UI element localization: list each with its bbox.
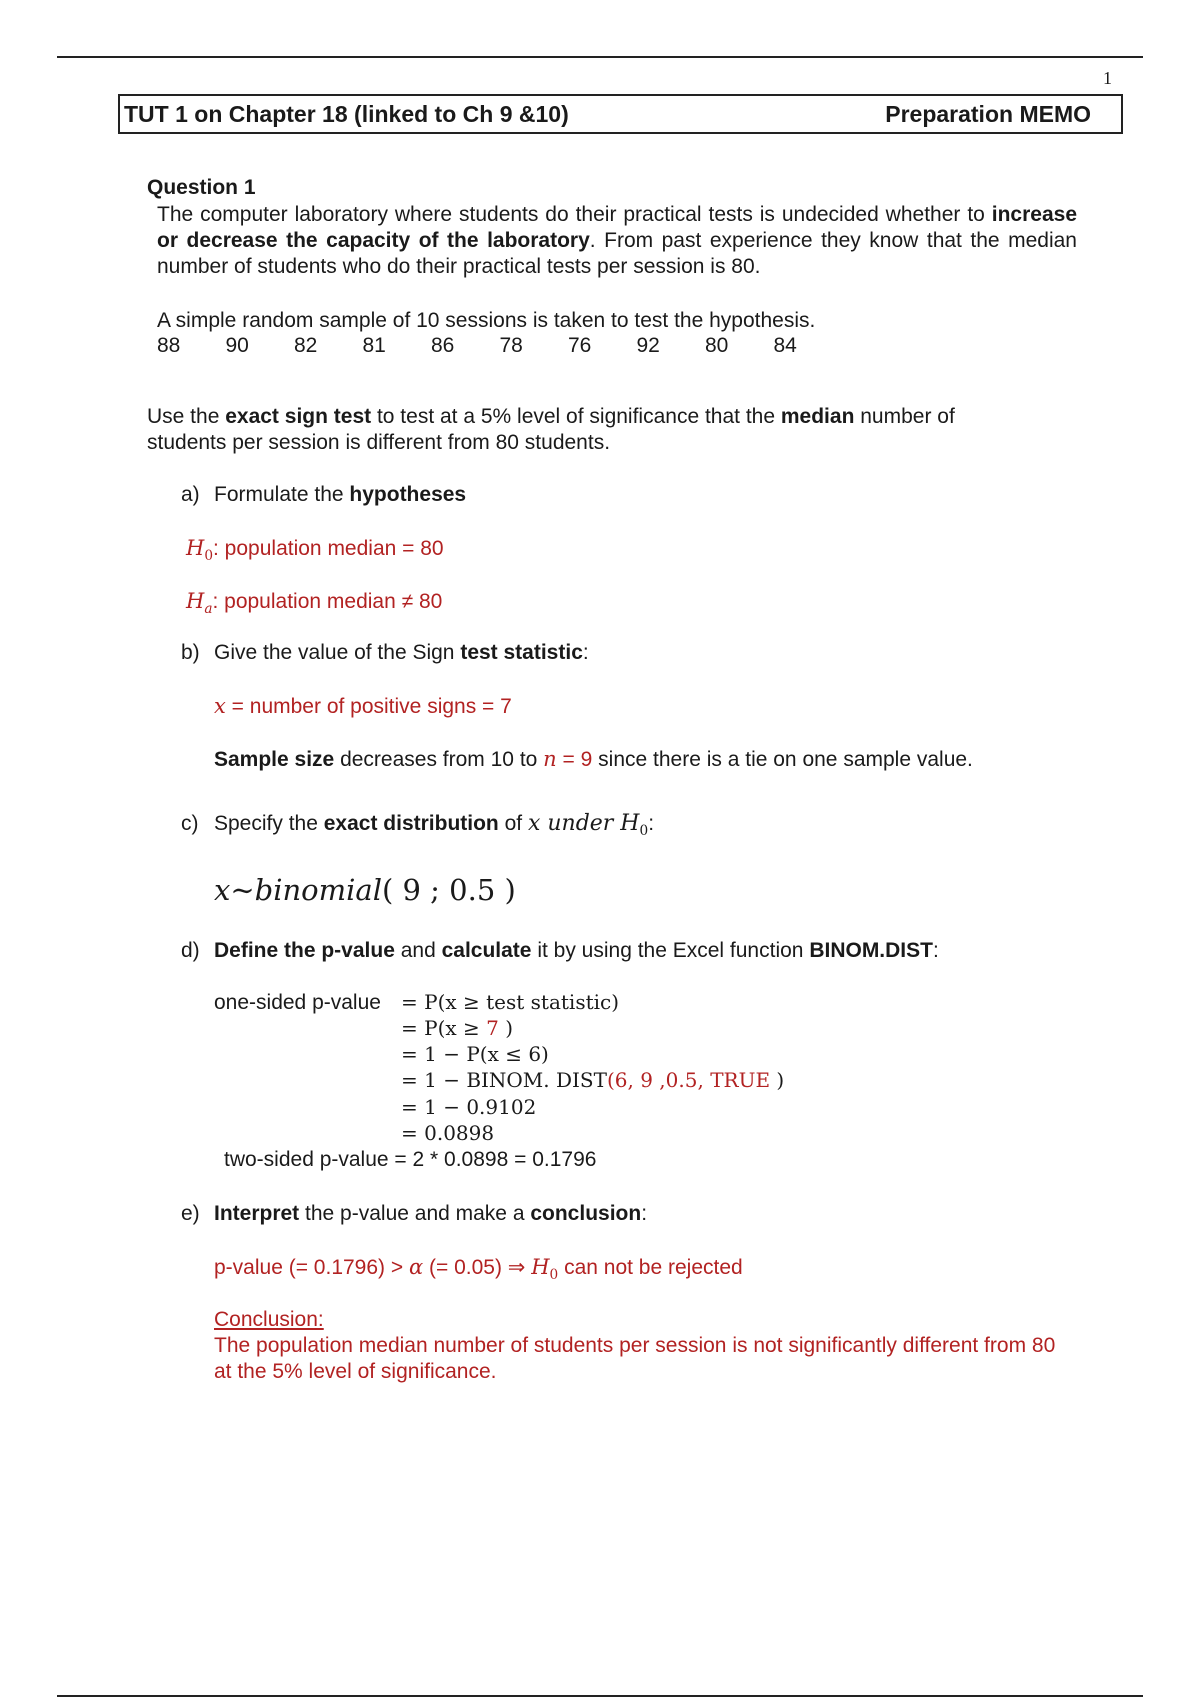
bottom-rule [57, 1695, 1143, 1697]
stat-text: = number of positive signs = 7 [225, 695, 512, 718]
part-e-text: the p-value and make a [299, 1202, 531, 1225]
sample-value: 88 [157, 334, 181, 357]
pvalue-line-3: = 1 − P(x ≤ 6) [401, 1042, 549, 1066]
distribution-params: ( 9 ; 0.5 ) [381, 873, 516, 907]
part-c-subscript: 0 [639, 823, 649, 840]
one-sided-label: one-sided p-value [214, 991, 381, 1014]
intro-bold: increase or decrease the capacity of the laboratory [157, 203, 1077, 252]
task-bold-median: median [780, 405, 855, 428]
header-memo-label: Preparation MEMO [885, 101, 1091, 127]
part-d-colon: : [932, 939, 939, 962]
conclusion-label: Conclusion: [214, 1308, 324, 1331]
header-box [118, 94, 1123, 134]
pvalue-line-5: = 1 − 0.9102 [401, 1095, 537, 1119]
sample-value: 86 [431, 334, 455, 357]
part-a-text: Formulate the [214, 483, 350, 506]
part-d-label: d) [181, 939, 200, 962]
test-statistic [214, 693, 512, 720]
binomdist-fn: = 1 − BINOM. DIST [401, 1068, 607, 1092]
part-d-bold-define: Define the p-value [214, 939, 395, 962]
h0-text: : population median = 80 [213, 537, 444, 560]
two-sided-pvalue: two-sided p-value = 2 * 0.0898 = 0.1796 [224, 1148, 597, 1171]
sample-values [157, 334, 842, 358]
conclusion-text: The population median number of students per session is not significantly different from 80 at the 5% level of significance. [214, 1334, 1056, 1383]
binomdist-close: ) [770, 1068, 785, 1092]
sample-size-text-2: since there is a tie on one sample value. [592, 748, 973, 771]
header-title: TUT 1 on Chapter 18 (linked to Ch 9 &10) [124, 101, 569, 127]
n-value: = 9 [556, 748, 593, 771]
n-symbol: n [543, 747, 557, 771]
part-d-prompt [214, 938, 939, 964]
decision-text: (= 0.05) ⇒ [423, 1256, 532, 1279]
pvalue-line-2-value: 7 [486, 1016, 499, 1040]
null-hypothesis [186, 535, 444, 569]
part-a-bold: hypotheses [349, 483, 467, 506]
pvalue-line-2: = P(x ≥ 7 ) [401, 1016, 514, 1040]
part-d-text: it by using the Excel function [531, 939, 810, 962]
sample-value: 81 [362, 334, 386, 357]
part-c-of: of [498, 812, 528, 835]
task-text: to test at a 5% level of significance that the [371, 405, 781, 428]
part-c-prompt [214, 811, 654, 844]
task-line-2: students per session is different from 80 students. [147, 431, 611, 454]
sample-value: 76 [568, 334, 592, 357]
h0-symbol: H [531, 1255, 550, 1279]
distribution-name: x∼binomial [214, 873, 382, 907]
sample-description: A simple random sample of 10 sessions is taken to test the hypothesis. [157, 309, 816, 332]
part-e-label: e) [181, 1202, 200, 1225]
part-a-label: a) [181, 483, 200, 506]
alpha-symbol: α [408, 1255, 424, 1279]
part-c-bold: exact distribution [323, 812, 499, 835]
part-d-text: and [394, 939, 442, 962]
h0-subscript: 0 [204, 548, 214, 565]
part-b-prompt [214, 640, 589, 666]
question-intro [157, 202, 1077, 280]
decision-text: p-value (= 0.1796) > [214, 1256, 409, 1279]
pvalue-line-4 [401, 1068, 784, 1092]
ha-subscript: a [204, 601, 213, 618]
intro-text-1: The computer laboratory where students do their practical tests is undecided whether to [157, 203, 992, 226]
task-line-1 [147, 404, 955, 430]
part-b-label: b) [181, 641, 200, 664]
part-c-text: Specify the [214, 812, 324, 835]
pvalue-line-1: = P(x ≥ test statistic) [401, 990, 620, 1014]
part-e-colon: : [641, 1202, 648, 1225]
question-title: Question 1 [147, 176, 256, 199]
part-a-prompt [214, 482, 466, 508]
page-number: 1 [1103, 68, 1112, 88]
top-rule [57, 56, 1143, 58]
alternative-hypothesis [186, 588, 442, 622]
part-e-prompt [214, 1201, 647, 1227]
part-b-text: Give the value of the Sign [214, 641, 461, 664]
ha-symbol: H [186, 589, 205, 613]
pvalue-line-6: = 0.0898 [401, 1121, 495, 1145]
sample-value: 84 [773, 334, 797, 357]
binomial-distribution [214, 873, 516, 907]
sample-value: 78 [499, 334, 523, 357]
decision-text: can not be rejected [558, 1256, 743, 1279]
sample-size-bold: Sample size [214, 748, 335, 771]
task-text: Use the [147, 405, 226, 428]
task-bold-exact-sign-test: exact sign test [225, 405, 372, 428]
ha-text: : population median ≠ 80 [212, 590, 443, 613]
sample-value: 80 [705, 334, 729, 357]
h0-subscript: 0 [549, 1267, 559, 1284]
task-text: number of [854, 405, 955, 428]
part-d-bold-binomdist: BINOM.DIST [809, 939, 933, 962]
sample-value: 90 [225, 334, 249, 357]
part-b-colon: : [582, 641, 589, 664]
intro-text-2: . From past experience they know that the median number of students who do their practical tests per session is 80. [157, 229, 1077, 278]
binomdist-args: (6, 9 ,0.5, TRUE [606, 1068, 771, 1092]
stat-symbol: x [214, 694, 226, 718]
part-d-bold-calculate: calculate [441, 939, 532, 962]
part-c-colon: : [648, 812, 655, 835]
part-c-label: c) [181, 812, 199, 835]
part-e-bold-conclusion: conclusion [530, 1202, 642, 1225]
sample-value: 82 [294, 334, 318, 357]
sample-size-text: decreases from 10 to [334, 748, 544, 771]
sample-size-note [214, 746, 973, 773]
part-b-bold: test statistic [460, 641, 583, 664]
part-c-math: x under H [527, 811, 640, 836]
sample-value: 92 [636, 334, 660, 357]
part-e-bold-interpret: Interpret [214, 1202, 300, 1225]
h0-symbol: H [186, 536, 205, 560]
decision-line [214, 1254, 743, 1288]
